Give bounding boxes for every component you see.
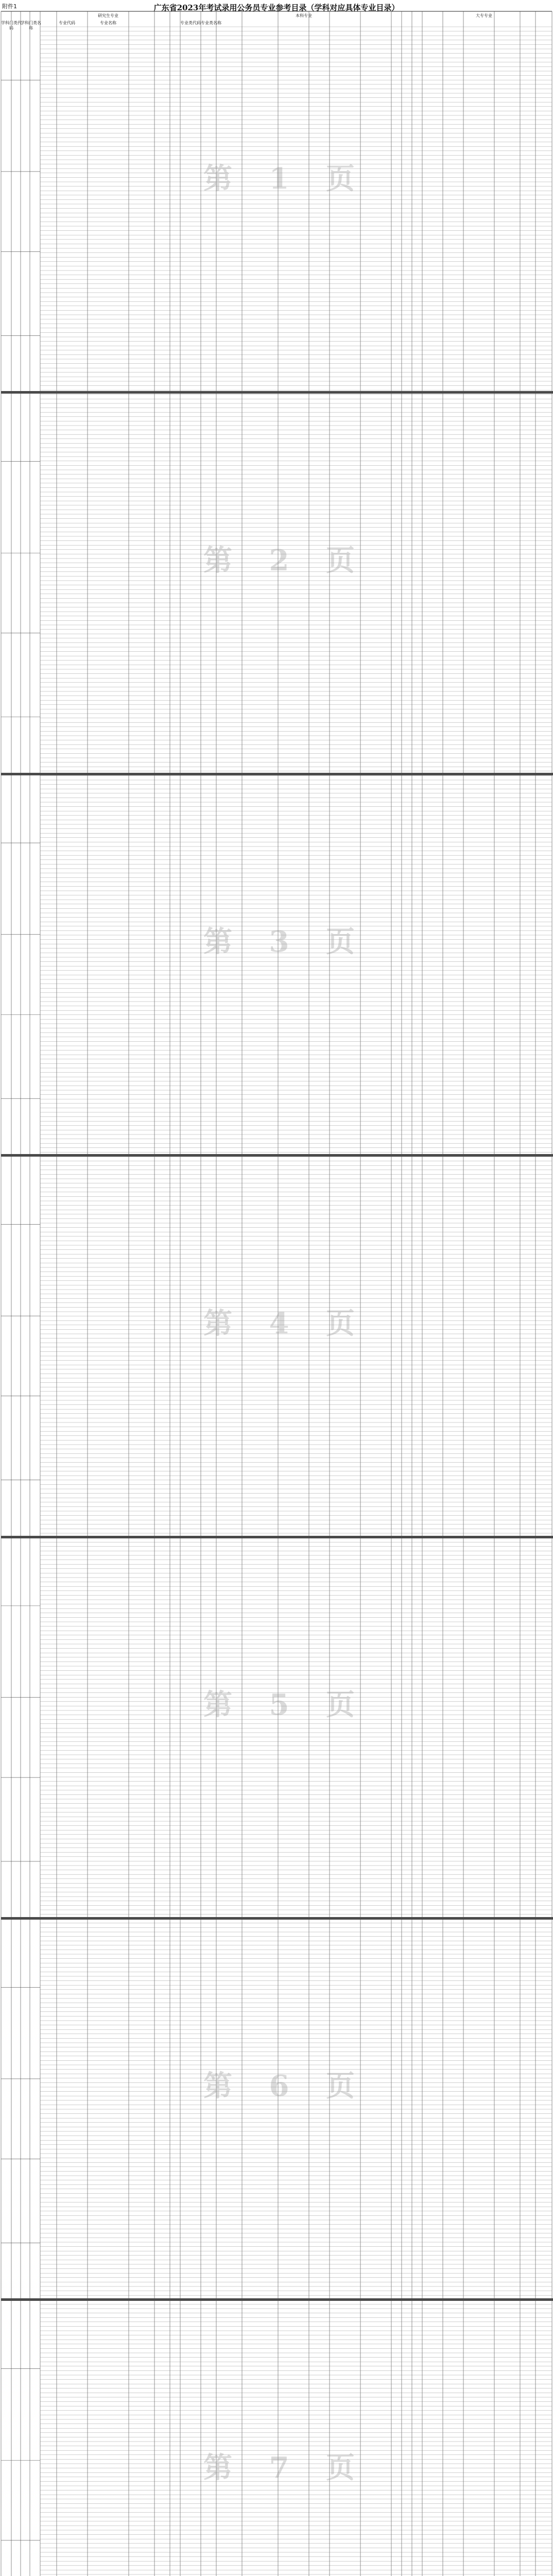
page-watermark: 第 4 页 xyxy=(203,1306,368,1341)
page-watermark: 第 7 页 xyxy=(203,2450,368,2485)
header-category-name: 专业类名称 xyxy=(201,21,221,25)
page-watermark: 第 5 页 xyxy=(203,1687,368,1722)
header-code: 专业代码 xyxy=(59,21,75,25)
page-watermark: 第 2 页 xyxy=(203,543,368,578)
header-undergrad: 本科专业 xyxy=(296,13,312,18)
page-break-bar xyxy=(1,2298,553,2301)
header-name: 专业名称 xyxy=(100,21,116,25)
attachment-label: 附件1 xyxy=(2,3,17,10)
page-break-bar xyxy=(1,1917,553,1920)
page-break-bar xyxy=(1,391,553,394)
header-category-code: 专业类代码 xyxy=(180,21,201,25)
page-break-bar xyxy=(1,1154,553,1157)
page-watermark: 第 3 页 xyxy=(203,925,368,959)
header-discipline-name: 学科门类名称 xyxy=(21,21,41,30)
page-break-bar xyxy=(1,1536,553,1538)
header-postgrad: 研究生专业 xyxy=(98,13,118,18)
header-college: 大专专业 xyxy=(476,13,492,18)
page-break-bar xyxy=(1,773,553,775)
page-watermark: 第 6 页 xyxy=(203,2069,368,2104)
header-discipline-code: 学科门类代码 xyxy=(1,21,22,30)
document-title: 广东省2023年考试录用公务员专业参考目录（学科对应具体专业目录） xyxy=(153,3,400,12)
page-watermark: 第 1 页 xyxy=(203,162,368,196)
